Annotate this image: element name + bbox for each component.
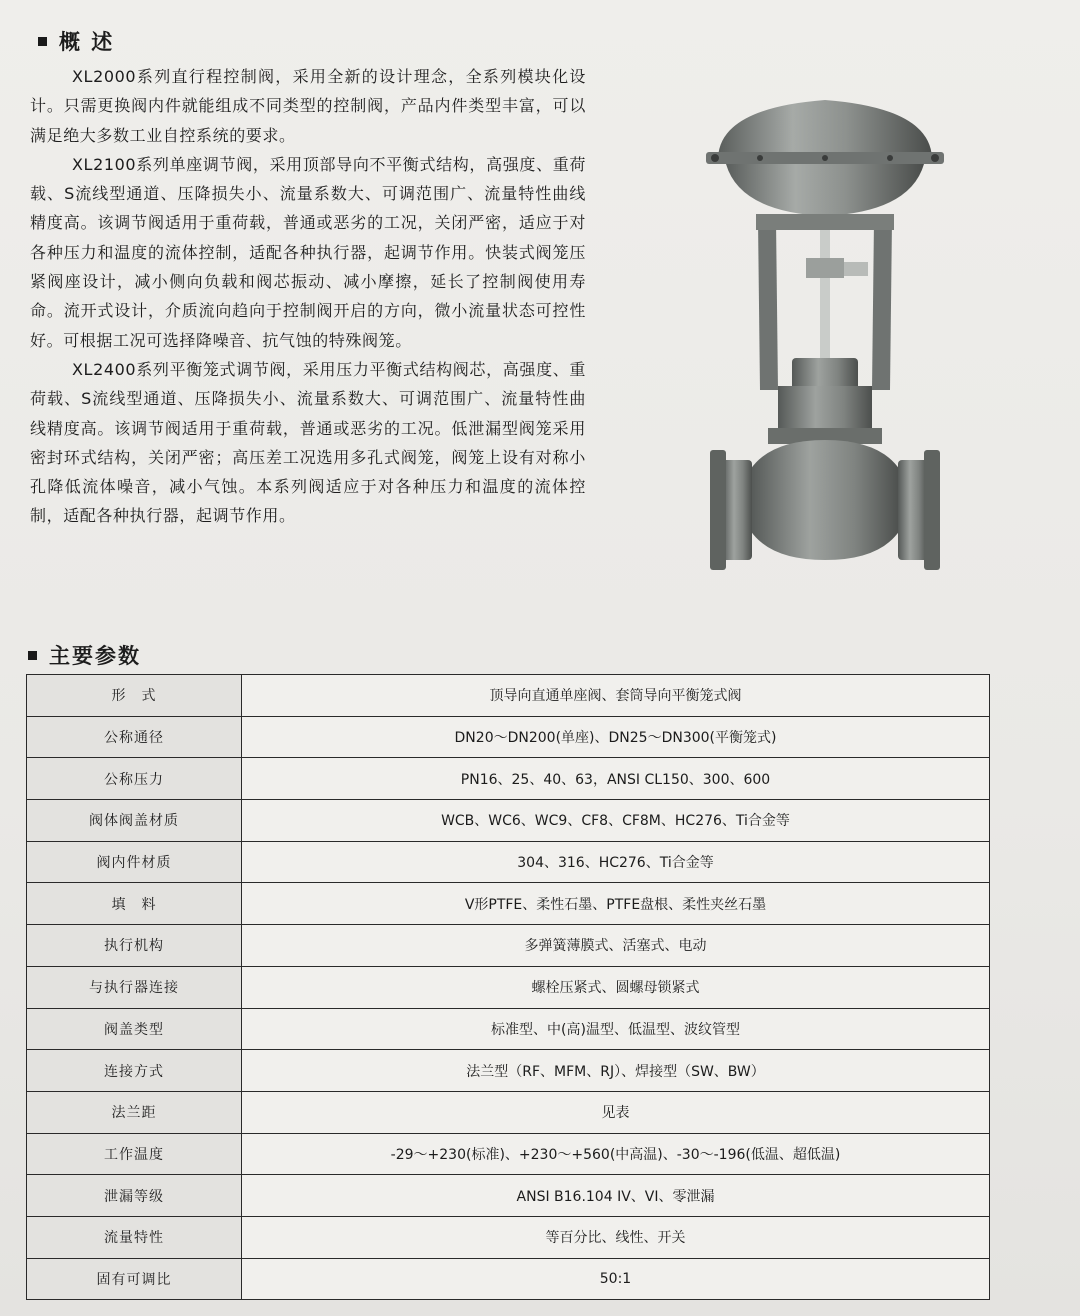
param-value: -29～+230(标准)、+230～+560(中高温)、-30～-196(低温、超低温)	[242, 1133, 990, 1175]
heading-bullet-icon	[28, 651, 37, 660]
overview-heading-text: 概 述	[59, 30, 115, 54]
param-value: ANSI B16.104 IV、VI、零泄漏	[242, 1175, 990, 1217]
param-label: 公称压力	[27, 758, 242, 800]
param-label: 形 式	[27, 675, 242, 717]
heading-bullet-icon	[38, 37, 47, 46]
param-value: 标准型、中(高)温型、低温型、波纹管型	[242, 1008, 990, 1050]
table-row	[27, 1091, 990, 1133]
param-value: 304、316、HC276、Ti合金等	[242, 841, 990, 883]
param-label: 与执行器连接	[27, 966, 242, 1008]
param-label: 阀盖类型	[27, 1008, 242, 1050]
param-label: 阀体阀盖材质	[27, 800, 242, 842]
params-heading-text: 主要参数	[49, 644, 141, 668]
param-value: 见表	[242, 1091, 990, 1133]
param-value: PN16、25、40、63，ANSI CL150、300、600	[242, 758, 990, 800]
table-row	[27, 1216, 990, 1258]
table-row	[27, 716, 990, 758]
param-label: 连接方式	[27, 1050, 242, 1092]
param-value: 50:1	[242, 1258, 990, 1300]
param-label: 填 料	[27, 883, 242, 925]
param-label: 工作温度	[27, 1133, 242, 1175]
table-row	[27, 1050, 990, 1092]
table-row	[27, 925, 990, 967]
overview-paragraph: XL2400系列平衡笼式调节阀，采用压力平衡式结构阀芯，高强度、重荷载、S流线型通道、压降损失小、流量系数大、可调范围广、流量特性曲线精度高。该调节阀适用于重荷载，普通或恶劣的工况。低泄漏型阀笼采用密封环式结构，关闭严密；高压差工况选用多孔式阀笼，阀笼上设有对称小孔降低流体噪音，减小气蚀。本系列阀适应于对各种压力和温度的流体控制，适配各种执行器，起调节作用。	[30, 359, 586, 526]
table-row	[27, 1008, 990, 1050]
param-label: 流量特性	[27, 1216, 242, 1258]
param-value: V形PTFE、柔性石墨、PTFE盘根、柔性夹丝石墨	[242, 883, 990, 925]
params-heading	[28, 640, 141, 670]
table-row	[27, 758, 990, 800]
param-label: 阀内件材质	[27, 841, 242, 883]
table-row	[27, 966, 990, 1008]
table-row	[27, 1175, 990, 1217]
param-value: 法兰型（RF、MFM、RJ）、焊接型（SW、BW）	[242, 1050, 990, 1092]
param-label: 法兰距	[27, 1091, 242, 1133]
param-label: 公称通径	[27, 716, 242, 758]
table-row	[27, 1133, 990, 1175]
table-row	[27, 800, 990, 842]
table-row	[27, 1258, 990, 1300]
param-value: WCB、WC6、WC9、CF8、CF8M、HC276、Ti合金等	[242, 800, 990, 842]
table-row	[27, 675, 990, 717]
param-value: 等百分比、线性、开关	[242, 1216, 990, 1258]
param-value: 螺栓压紧式、圆螺母锁紧式	[242, 966, 990, 1008]
parameters-table	[26, 674, 990, 1300]
control-valve-image	[700, 90, 950, 570]
param-value: 多弹簧薄膜式、活塞式、电动	[242, 925, 990, 967]
overview-paragraph: XL2100系列单座调节阀，采用顶部导向不平衡式结构，高强度、重荷载、S流线型通道、压降损失小、流量系数大、可调范围广、流量特性曲线精度高。该调节阀适用于重荷载，普通或恶劣的工况，关闭严密，适应于对各种压力和温度的流体控制，适配各种执行器，起调节作用。快装式阀笼压紧阀座设计，减小侧向负载和阀芯振动、减小摩擦，延长了控制阀使用寿命。流开式设计，介质流向趋向于控制阀开启的方向，微小流量状态可控性好。可根据工况可选择降噪音、抗气蚀的特殊阀笼。	[30, 154, 586, 350]
overview-heading	[38, 26, 114, 56]
table-row	[27, 841, 990, 883]
overview-text	[30, 62, 586, 531]
overview-paragraph: XL2000系列直行程控制阀，采用全新的设计理念，全系列模块化设计。只需更换阀内件就能组成不同类型的控制阀，产品内件类型丰富，可以满足绝大多数工业自控系统的要求。	[30, 67, 586, 145]
table-row	[27, 883, 990, 925]
param-label: 执行机构	[27, 925, 242, 967]
param-value: 顶导向直通单座阀、套筒导向平衡笼式阀	[242, 675, 990, 717]
param-label: 固有可调比	[27, 1258, 242, 1300]
param-value: DN20～DN200(单座)、DN25～DN300(平衡笼式)	[242, 716, 990, 758]
param-label: 泄漏等级	[27, 1175, 242, 1217]
